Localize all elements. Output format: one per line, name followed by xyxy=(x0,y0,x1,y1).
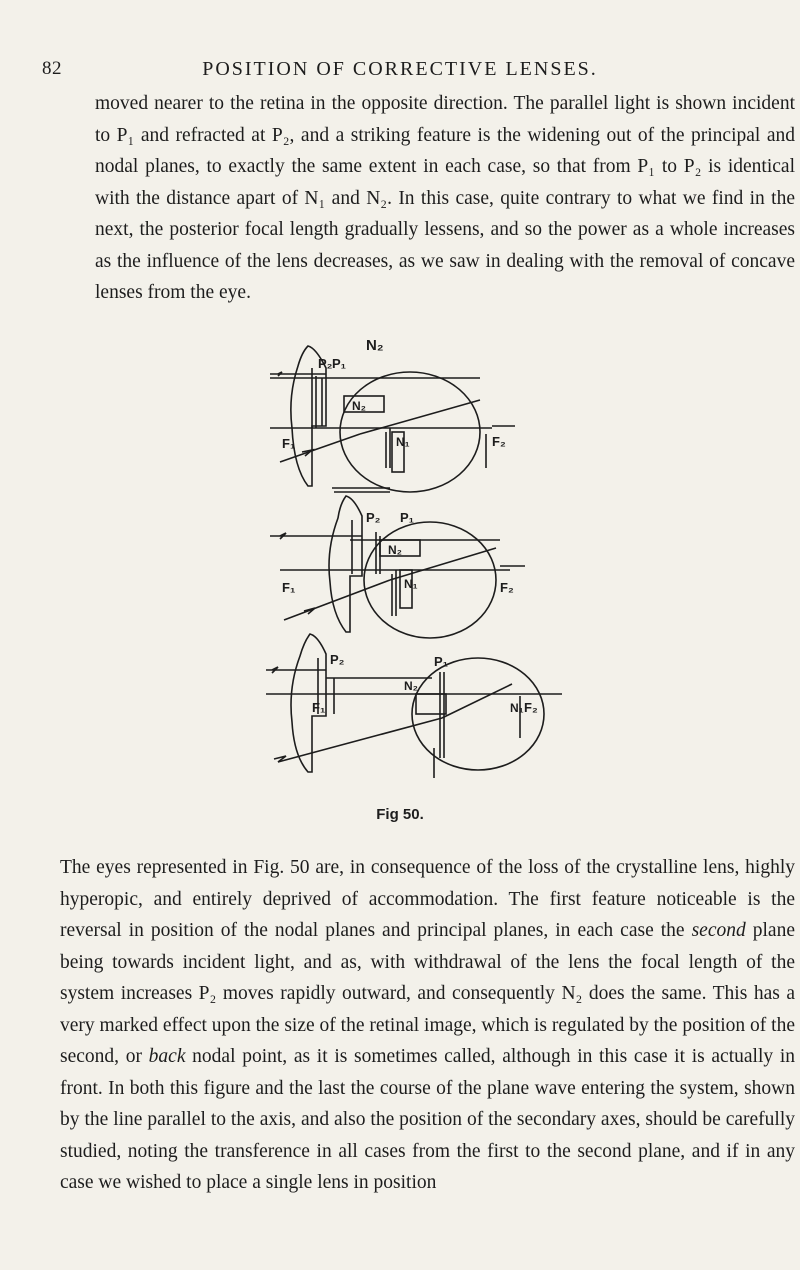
label-n2-3: N₂ xyxy=(404,679,418,693)
eyeball-outline xyxy=(340,372,480,492)
label-f1-1: F₁ xyxy=(282,436,296,451)
emphasis-back: back xyxy=(148,1046,186,1067)
label-p1-3: P₁ xyxy=(434,654,449,669)
figure-50 xyxy=(230,338,630,778)
figure-caption: Fig 50. xyxy=(376,806,424,823)
paragraph-2-text-3: nodal point, as it is sometimes called, although in this case it is actually in front. In both this figure and the last the course of the plane wave entering the system, shown by the line parallel to the axis, and also the position of the secondary axes, should be carefully studied, noting the transference in all cases from the first to the second plane, and if in any case we wished to place a single lens in position xyxy=(60,1046,795,1193)
label-f2-3: F₂ xyxy=(524,700,538,715)
cornea-outline xyxy=(329,496,362,632)
label-n1-1: N₁ xyxy=(396,435,410,449)
page-header xyxy=(0,58,800,88)
label-f2-2: F₂ xyxy=(500,580,514,595)
eye-diagram-1 xyxy=(270,338,515,492)
paragraph-2-text-2: plane being towards incident light, and as, with withdrawal of the lens the focal length of the system increases P₂ moves rapidly outward, and consequently N₂ does the same. This has a very marked effect upon the size of the retinal image, which is regulated by the position of the second, or xyxy=(60,920,795,1067)
label-p2-3: P₂ xyxy=(330,652,345,667)
label-n2-2: N₂ xyxy=(388,543,402,557)
label-p1-2: P₁ xyxy=(400,510,415,525)
eye-diagram-3 xyxy=(266,634,562,778)
label-p2-2: P₂ xyxy=(366,510,381,525)
paragraph-2-text-1: The eyes represented in Fig. 50 are, in consequence of the loss of the crystalline lens, highly hyperopic, and entirely deprived of accommodation. The first feature noticeable is the reversal in position of the nodal planes and principal planes, in each case the xyxy=(60,857,795,941)
page-number: 82 xyxy=(42,58,62,79)
emphasis-second: second xyxy=(691,920,746,941)
paragraph-2 xyxy=(60,852,795,1199)
label-n2-1: N₂ xyxy=(352,399,366,413)
label-p1-1: P₁ xyxy=(332,356,347,371)
label-n1-2: N₁ xyxy=(404,577,418,591)
label-f1-3: F₁ xyxy=(312,700,326,715)
label-f2-1: F₂ xyxy=(492,434,506,449)
eye-diagram-2 xyxy=(270,496,525,638)
paragraph-1: moved nearer to the retina in the opposite direction. The parallel light is shown incident to P₁ and refracted at P₂, and a striking feature is the widening out of the principal and nodal planes, to exactly the same extent in each case, so that from P₁ to P₂ is identical with the distance apart of N₁ and N₂. In this case, quite contrary to what we find in the next, the posterior focal length gradually lessens, and so the power as a whole increases as the influence of the lens decreases, as we saw in dealing with the removal of concave lenses from the eye. xyxy=(95,93,795,303)
running-head: POSITION OF CORRECTIVE LENSES. xyxy=(202,58,598,80)
label-f1-2: F₁ xyxy=(282,580,296,595)
label-n2-top: N₂ xyxy=(366,338,384,354)
label-n1-3: N₁ xyxy=(510,701,524,715)
label-p2-1: P₂ xyxy=(318,356,333,371)
